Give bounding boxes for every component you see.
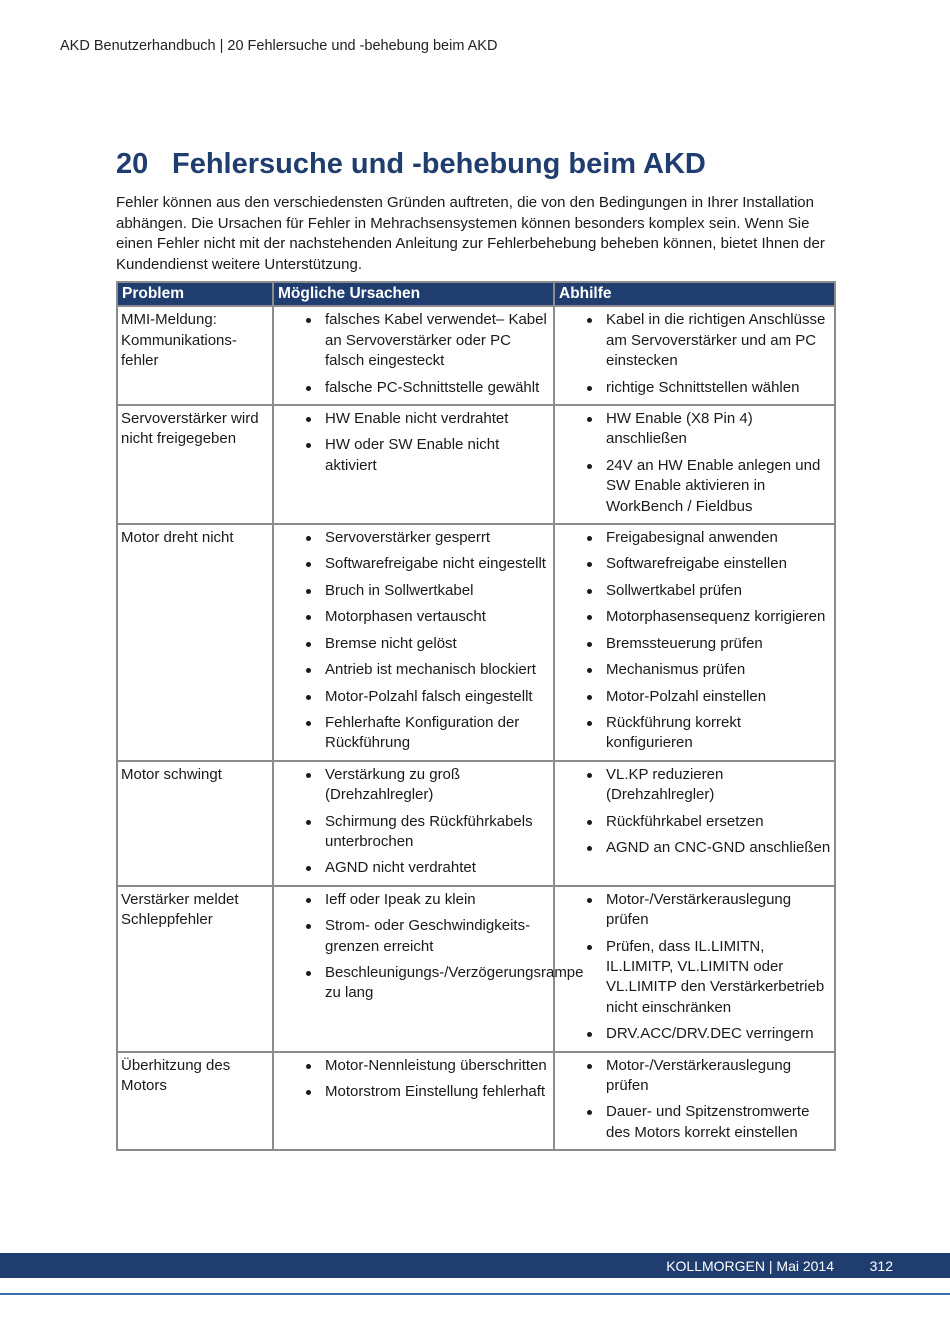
cause-item: HW Enable nicht verdrahtet <box>277 409 550 429</box>
header-causes: Mögliche Ursachen <box>273 282 554 306</box>
causes-list <box>277 528 550 754</box>
cause-item: Motorstrom Einstellung fehlerhaft <box>277 1082 550 1102</box>
cause-item: Strom- oder Geschwindigkeits-grenzen erreicht <box>277 916 550 957</box>
remedy-item: Kabel in die richtigen Anschlüsse am Servoverstärker und am PC einstecken <box>558 310 831 371</box>
remedy-item: Rückführkabel ersetzen <box>558 812 831 832</box>
remedies-list <box>558 1056 831 1144</box>
cause-item: Fehlerhafte Konfiguration der Rückführung <box>277 713 550 754</box>
cause-item: Schirmung des Rückführkabels unterbrochen <box>277 812 550 853</box>
remedies-list <box>558 765 831 859</box>
remedy-item: AGND an CNC-GND anschließen <box>558 838 831 858</box>
causes-list <box>277 890 584 1004</box>
remedies-cell <box>554 306 835 405</box>
cause-item: Antrieb ist mechanisch blockiert <box>277 660 550 680</box>
page-number: 312 <box>869 1258 893 1274</box>
header-problem: Problem <box>117 282 273 306</box>
table-row <box>117 1052 835 1151</box>
remedies-cell <box>554 761 835 886</box>
cause-item: Softwarefreigabe nicht eingestellt <box>277 554 550 574</box>
footer-divider <box>0 1293 950 1295</box>
causes-list <box>277 310 550 398</box>
remedy-item: Sollwertkabel prüfen <box>558 581 831 601</box>
remedy-item: Dauer- und Spitzenstromwerte des Motors korrekt einstellen <box>558 1102 831 1143</box>
problem-cell: Verstärker meldet Schleppfehler <box>117 886 273 1052</box>
table-body <box>117 306 835 1150</box>
remedies-cell <box>554 886 835 1052</box>
remedies-cell <box>554 405 835 524</box>
causes-list <box>277 765 550 879</box>
table-row <box>117 761 835 886</box>
remedy-item: DRV.ACC/DRV.DEC verringern <box>558 1024 831 1044</box>
remedy-item: richtige Schnittstellen wählen <box>558 378 831 398</box>
footer-bar <box>0 1253 950 1278</box>
remedy-item: VL.KP reduzieren (Drehzahlregler) <box>558 765 831 806</box>
chapter-title <box>116 148 706 181</box>
cause-item: Bremse nicht gelöst <box>277 634 550 654</box>
header-remedies: Abhilfe <box>554 282 835 306</box>
causes-cell <box>273 306 554 405</box>
remedy-item: Softwarefreigabe einstellen <box>558 554 831 574</box>
remedy-item: Freigabesignal anwenden <box>558 528 831 548</box>
intro-paragraph: Fehler können aus den verschiedensten Gründen auftreten, die von den Bedingungen in Ihrer Installation abhängen. Die Ursachen für Fehler in Mehrachsensystemen können besonders komplex sein. Wenn Sie einen Fehler nicht mit der nachstehenden Anleitung zur Fehlerbehebung beheben können, bietet Ihnen der Kundendienst weitere Unterstützung. <box>116 194 825 273</box>
troubleshooting-table <box>116 281 836 1151</box>
causes-list <box>277 1056 550 1103</box>
footer-company-date: KOLLMORGEN | Mai 2014 <box>666 1258 834 1274</box>
causes-cell <box>273 886 584 1052</box>
cause-item: falsche PC-Schnittstelle gewählt <box>277 378 550 398</box>
table-row <box>117 405 835 524</box>
problem-cell: Motor dreht nicht <box>117 524 273 761</box>
remedy-item: Motor-/Verstärkerauslegung prüfen <box>558 890 831 931</box>
table-header-row <box>117 282 835 306</box>
cause-item: AGND nicht verdrahtet <box>277 858 550 878</box>
remedy-item: Mechanismus prüfen <box>558 660 831 680</box>
chapter-number: 20 <box>116 148 149 180</box>
cause-item: falsches Kabel verwendet– Kabel an Servoverstärker oder PC falsch eingesteckt <box>277 310 550 371</box>
cause-item: Ieff oder Ipeak zu klein <box>277 890 550 910</box>
cause-item: Motor-Polzahl falsch eingestellt <box>277 687 550 707</box>
remedy-item: Motor-Polzahl einstellen <box>558 687 831 707</box>
causes-list <box>277 409 550 476</box>
causes-cell <box>273 761 554 886</box>
cause-item: Motorphasen vertauscht <box>277 607 550 627</box>
problem-cell: Überhitzung des Motors <box>117 1052 273 1151</box>
remedies-list <box>558 310 831 398</box>
chapter-title-text: Fehlersuche und -behebung beim AKD <box>172 148 706 180</box>
cause-item: Motor-Nennleistung überschritten <box>277 1056 550 1076</box>
remedies-list <box>558 409 831 517</box>
cause-item: Beschleunigungs-/Verzögerungsrampe zu lang <box>277 963 550 1004</box>
causes-cell <box>273 405 554 524</box>
cause-item: Bruch in Sollwertkabel <box>277 581 550 601</box>
remedy-item: Motor-/Verstärkerauslegung prüfen <box>558 1056 831 1097</box>
remedy-item: Motorphasensequenz korrigieren <box>558 607 831 627</box>
causes-cell <box>273 1052 554 1151</box>
remedy-item: HW Enable (X8 Pin 4) anschließen <box>558 409 831 450</box>
cause-item: Servoverstärker gesperrt <box>277 528 550 548</box>
table-row <box>117 886 835 1052</box>
table-row <box>117 524 835 761</box>
remedy-item: Bremssteuerung prüfen <box>558 634 831 654</box>
problem-cell: MMI-Meldung: Kommunikations-fehler <box>117 306 273 405</box>
cause-item: HW oder SW Enable nicht aktiviert <box>277 435 550 476</box>
table-row <box>117 306 835 405</box>
remedies-list <box>558 528 831 754</box>
problem-cell: Motor schwingt <box>117 761 273 886</box>
remedy-item: Rückführung korrekt konfigurieren <box>558 713 831 754</box>
running-header: AKD Benutzerhandbuch | 20 Fehlersuche und -behebung beim AKD <box>60 38 498 54</box>
problem-cell: Servoverstärker wird nicht freigegeben <box>117 405 273 524</box>
remedy-item: Prüfen, dass IL.LIMITN, IL.LIMITP, VL.LIMITN oder VL.LIMITP den Verstärkerbetrieb nicht einschränken <box>558 937 831 1019</box>
remedy-item: 24V an HW Enable anlegen und SW Enable aktivieren in WorkBench / Fieldbus <box>558 456 831 517</box>
remedies-list <box>558 890 831 1045</box>
remedies-cell <box>554 1052 835 1151</box>
cause-item: Verstärkung zu groß (Drehzahlregler) <box>277 765 550 806</box>
remedies-cell <box>554 524 835 761</box>
causes-cell <box>273 524 554 761</box>
